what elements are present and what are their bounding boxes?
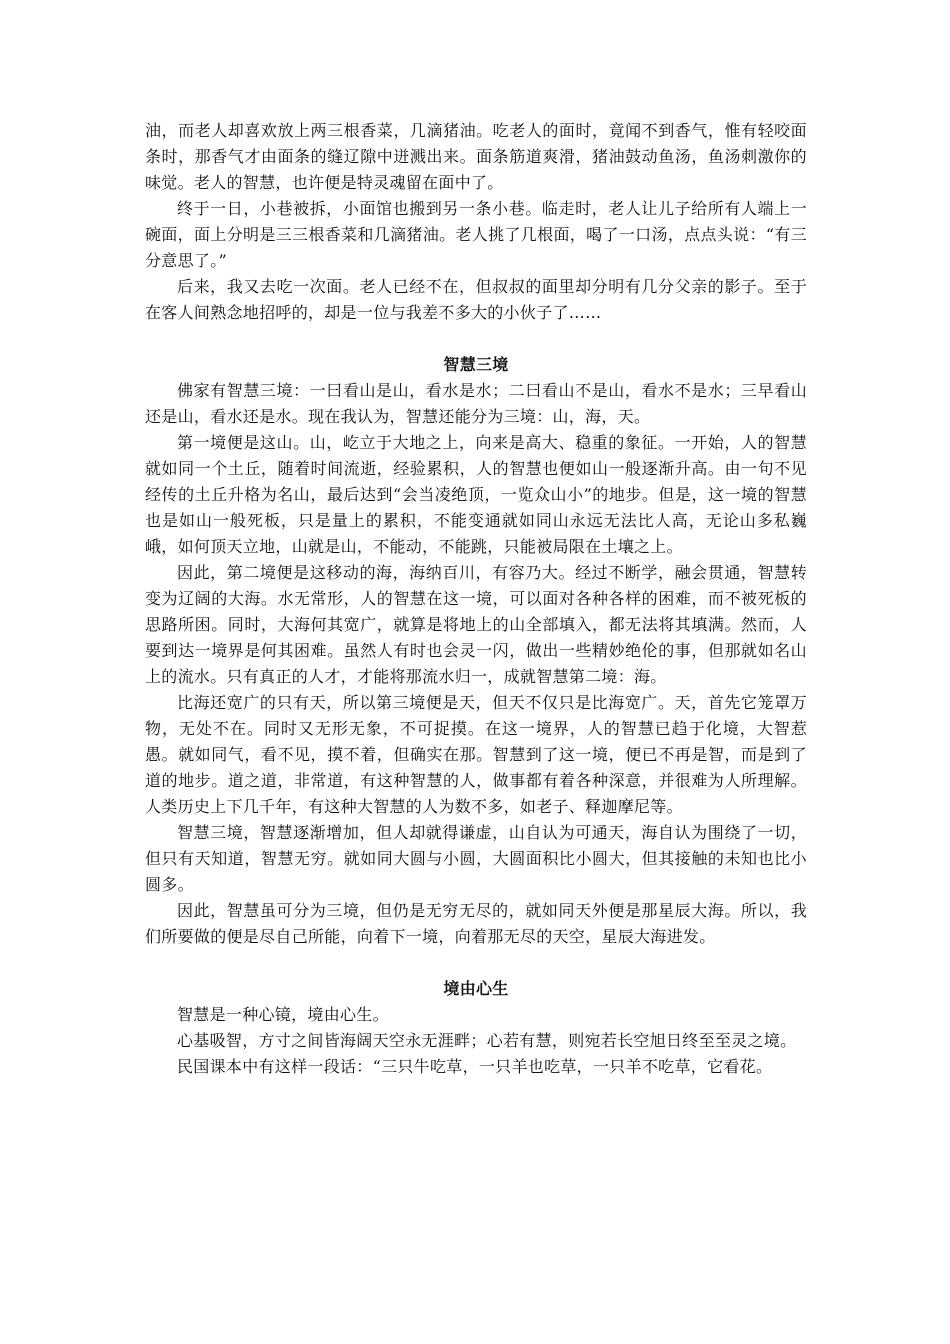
section1-paragraph-1: 佛家有智慧三境：一曰看山是山，看水是水；二曰看山不是山，看水不是水；三早看山还是山，看水还是水。现在我认为，智慧还能分为三境：山，海，天。 bbox=[145, 381, 807, 426]
intro-paragraph-3: 后来，我又去吃一次面。老人已经不在，但叔叔的面里却分明有几分父亲的影子。至于在客人间熟念地招呼的，却是一位与我差不多大的小伙子了…… bbox=[145, 277, 807, 322]
section1-paragraph-4: 比海还宽广的只有天，所以第三境便是天，但天不仅只是比海宽广。天，首先它笼罩万物，无处不在。同时又无形无象，不可捉摸。在这一境界，人的智慧已趋于化境，大智惹愚。就如同气，看不见，摸不着，但确实在那。智慧到了这一境，便已不再是智，而是到了道的地步。道之道，非常道，有这种智慧的人，做事都有着各种深意，并很难为人所理解。人类历史上下几千年，有这种大智慧的人为数不多，如老子、释迦摩尼等。 bbox=[145, 693, 807, 816]
section1-paragraph-6: 因此，智慧虽可分为三境，但仍是无穷无尽的，就如同天外便是那星辰大海。所以，我们所要做的便是尽自己所能，向着下一境，向着那无尽的天空，星辰大海进发。 bbox=[145, 901, 807, 946]
section1-paragraph-5: 智慧三境，智慧逐渐增加，但人却就得谦虚，山自认为可通天，海自认为围绕了一切，但只有天知道，智慧无穷。就如同大圆与小圆，大圆面积比小圆大，但其接触的未知也比小圆多。 bbox=[145, 823, 807, 894]
document-page bbox=[145, 118, 807, 1080]
section-title-wisdom-three-realms: 智慧三境 bbox=[443, 355, 509, 374]
section-spacer bbox=[145, 950, 807, 976]
intro-paragraph-1: 油，而老人却喜欢放上两三根香菜，几滴猪油。吃老人的面时，竟闻不到香气，惟有轻咬面条时，那香气才由面条的缝辽隙中迸溅出来。面条筋道爽滑，猪油鼓动鱼汤，鱼汤刺激你的味觉。老人的智慧，也许便是特灵魂留在面中了。 bbox=[145, 121, 807, 192]
section1-paragraph-3: 因此，第二境便是这移动的海，海纳百川，有容乃大。经过不断学，融会贯通，智慧转变为辽阔的大海。水无常形，人的智慧在这一境，可以面对各种各样的困难，而不被死板的思路所困。同时，大海何其宽广，就算是将地上的山全部填入，都无法将其填满。然而，人要到达一境界是何其困难。虽然人有时也会灵一闪，做出一些精妙绝伦的事，但那就如名山上的流水。只有真正的人才，才能将那流水归一，成就智慧第二境：海。 bbox=[145, 563, 807, 686]
section2-paragraph-1: 智慧是一种心镜，境由心生。 bbox=[177, 1005, 389, 1024]
section-spacer bbox=[145, 326, 807, 352]
section-title-realm-from-heart: 境由心生 bbox=[443, 979, 509, 998]
intro-paragraph-2: 终于一日，小巷被拆，小面馆也搬到另一条小巷。临走时，老人让儿子给所有人端上一碗面，面上分明是三三根香菜和几滴猪油。老人挑了几根面，喝了一口汤，点点头说：“有三分意思了。” bbox=[145, 199, 807, 270]
section2-paragraph-2: 心基吸智，方寸之间皆海阔天空永无涯畔；心若有慧，则宛若长空旭日终至至灵之境。 bbox=[177, 1031, 797, 1050]
section2-paragraph-3: 民国课本中有这样一段话：“三只牛吃草，一只羊也吃草，一只羊不吃草，它看花。 bbox=[177, 1057, 773, 1076]
section1-paragraph-2: 第一境便是这山。山，屹立于大地之上，向来是高大、稳重的象征。一开始，人的智慧就如同一个土丘，随着时间流逝，经验累积，人的智慧也便如山一般逐渐升高。由一句不见经传的土丘升格为名山，最后达到“会当凌绝顶，一览众山小”的地步。但是，这一境的智慧也是如山一般死板，只是量上的累积，不能变通就如同山永远无法比人高，无论山多私巍峨，如何顶天立地，山就是山，不能动，不能跳，只能被局限在土壤之上。 bbox=[145, 433, 807, 556]
